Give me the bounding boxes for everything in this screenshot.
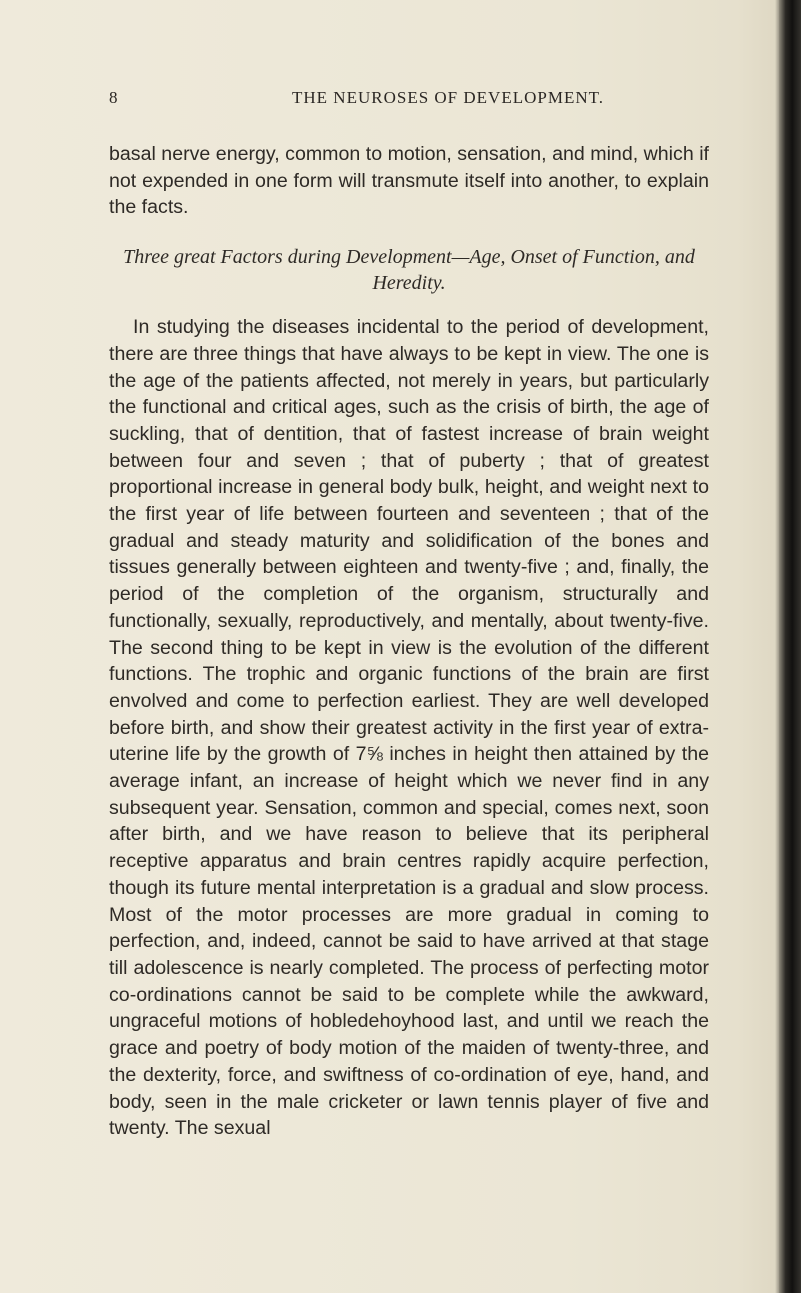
- page-header: [109, 88, 767, 114]
- main-paragraph: In studying the diseases incidental to the period of development, there are three things that have always to be kept in view. The one is the age of the patients affected, not merely in years, but particularly the functional and critical ages, such as the crisis of birth, the age of suckling, that of dentition, that of fastest increase of brain weight between four and seven ; that of puberty ; that of greatest proportional increase in general body bulk, height, and weight next to the first year of life between fourteen and seventeen ; that of the gradual and steady maturity and solidification of the bones and tissues generally between eighteen and twenty-five ; and, finally, the period of the completion of the organism, structurally and functionally, sexually, reproductively, and mentally, about twenty-five. The second thing to be kept in view is the evolution of the different functions. The trophic and organic functions of the brain are first envolved and come to perfection earliest. They are well developed before birth, and show their greatest activity in the first year of extra-uterine life by the growth of 7⅝ inches in height then attained by the average infant, an increase of height which we never find in any subsequent year. Sensation, common and special, comes next, soon after birth, and we have reason to believe that its peripheral receptive apparatus and brain centres rapidly acquire perfection, though its future mental interpretation is a gradual and slow process. Most of the motor processes are more gradual in coming to perfection, and, indeed, cannot be said to have arrived at that stage till adolescence is nearly completed. The process of perfecting motor co-ordinations cannot be said to be complete while the awkward, ungraceful motions of hobledehoyhood last, and until we reach the grace and poetry of body motion of the maiden of twenty-three, and the dexterity, force, and swiftness of co-ordination of eye, hand, and body, seen in the male cricketer or lawn tennis player of five and twenty. The sexual: [109, 316, 709, 1140]
- running-head: THE NEUROSES OF DEVELOPMENT.: [292, 88, 604, 107]
- page-number: 8: [109, 88, 119, 107]
- section-heading: Three great Factors during Development—Age, Onset of Function, and Heredity.: [123, 246, 695, 295]
- intro-paragraph: basal nerve energy, common to motion, sensation, and mind, which if not expended in one form will transmute itself into another, to explain the facts.: [109, 143, 709, 219]
- page-body: [109, 141, 709, 1142]
- book-spine: [779, 0, 801, 1293]
